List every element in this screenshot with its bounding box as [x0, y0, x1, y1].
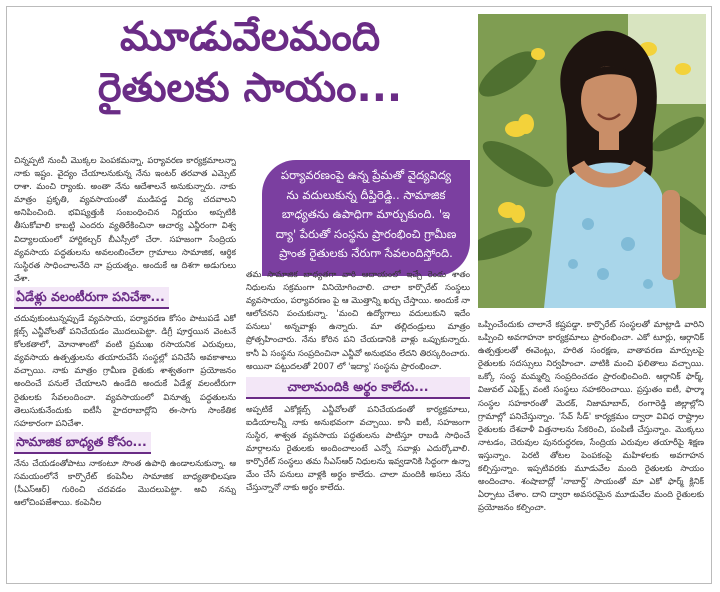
headline-line-1: మూడువేలమంది	[119, 14, 381, 60]
volunteer-paragraph: చదువుకుంటున్నప్పుడే వ్యవసాయ, పర్యావరణ కోసం పాటుపడే ఎకో క్లబ్స్ ఎన్జీవోలతో పనిచేయడం మొదలుపెట్టా. డిగ్రీ పూర్తయిన వెంటనే కోలకతాలో, మోనాశాంటో వంటి ప్రముఖ రసాయనిక ఎరువులు, వ్యవసాయ ఉత్పత్తులను తయారుచేసే సంస్థల్లో పనిచేసే అవకాశాలు వచ్చాయి. నాకు మాత్రం గ్రామీణ రైతుకు శాశ్వతంగా ప్రయోజనం అందించే పనులే చేయాలని ఉండేది అందుకే ఏడేళ్ల వలంటీరుగా రైతులకు సేవలందించా. వ్యవసాయంలో వినూత్న పద్ధతులను తెలుసుకునేందుకు ఐటీసీ హైదరాబాద్లోని ఈ-సాగు సాంకేతిక సహకారంగా పనిచేశా.	[14, 312, 236, 428]
woman-portrait-photo	[478, 14, 706, 308]
article-column-3	[478, 318, 704, 578]
column-2-paragraph-1: తమ సామాజిక బాధ్యతగా వారి ఆదాయంలో ఇచ్చే రెండు శాతం నిధులను సక్రమంగా వినియోగించాలి. చాలా కార్పొరేట్ సంస్థలు వ్యవసాయం, పర్యావరణం పై ఆ మొత్తాన్ని ఖర్చు చేస్తాయి. అందుకే నా ఆలోచనని పంచుకున్నా. 'మంచి ఉద్యోగాలు వదులుకుని ఇదేం పనులు' అన్నవాళ్లు ఉన్నారు. మా తల్లిదండ్రులు మాత్రం ప్రోత్సహించారు. నేను కోరిన పని చేయడానికి వాళ్లు ఒప్పుకున్నారు. కానీ ఏ సంస్థను సంప్రదించినా ఎన్జీవో అనుభవం లేదని తిరస్కరించారు. అయినా పట్టుదలతో 2007 లో 'ఇద్యా' సంస్థను ప్రారంభించా.	[246, 269, 470, 371]
headline	[40, 14, 460, 112]
subheading-volunteer: ఏడేళ్లు వలంటీరుగా పనిచేశా...	[14, 287, 169, 309]
column-2-paragraph-2: అప్పటికే ఎకోక్లబ్స్ ఎన్జీవోలతో పనిచేయడంతో కార్యక్రమాలు, ఐడియాలన్నీ నాకు అనుభవంగా వచ్చాయి. కానీ ఐటీ, సహజంగా సుస్థిర, శాశ్వత వ్యవసాయ పద్ధతులను పాటిస్తూ రాబడి సాధించే మార్గాలను రైతులకు అందించాలంటే ఎన్నో సవాళ్లు ఎదుర్కోవాలి. కార్పొరేట్ సంస్థలు తమ సీఎస్ఆర్ నిధులను ఇవ్వడానికి సిద్ధంగా ఉన్నా మేం చేసే పనులు వాళ్లకి అర్థం కాలేదు. చాలా మందికి అసలు నేను చేస్తున్నానో నాకు అర్థం కాలేదు.	[246, 403, 470, 493]
intro-paragraph: చిన్నప్పటి నుంచీ మొక్కల పెంపకమన్నా, పర్యావరణ కార్యక్రమాలన్నా నాకు ఇష్టం. వైద్యం చేయాలనుకున్న నేను ఇంటర్ తరవాత ఎమ్సెట్ రాశా. మంచి ర్యాంకు. అంతా నేను ఆదేశాలనే అనుకున్నారు. నాకు మాత్రం ప్రకృతి, వ్యవసాయంతో ముడిపడ్డ విద్య చదవాలని అనిపించింది. భవిష్యత్తుకి సంబంధించిన నిర్ణయం అప్పటికి తీసుకోవాలి కాబట్టి ఎందరు వ్యతిరేకించినా ఆచార్య ఎన్జీరంగా విశ్వ విద్యాలయంలో హార్టికల్చర్ బీఎస్సీలో చేరా. సహజంగా సేంద్రియ వ్యవసాయ పద్ధతులను అవలంబించేలా గ్రామాలు సామాజిక, ఆర్థిక సుస్థిరత సాధించాలనేది నా ప్రయత్నం. అందుకే ఆ దిశగా అడుగులు వేశా.	[14, 155, 236, 283]
subheading-social-responsibility: సామాజిక బాధ్యత కోసం...	[14, 432, 151, 454]
portrait-illustration	[478, 14, 706, 308]
article-column-1	[14, 154, 236, 578]
column-3-paragraph: ఒప్పించేందుకు చాలానే కష్టపడ్డా. కార్పొరేట్ సంస్థలతో మాట్లాడి వారిని ఒప్పించి అవగాహనా కార్యక్రమాలు ప్రారంభించా. ఎకో టూర్లు, ఆర్గానిక్ ఉత్పత్తులతో ఈవెంట్లు, హరిత సంరక్షణ, వాతావరణ మార్పులపై రైతులకు సదస్సులు నిర్వహించా. వాటికి మంచి ఫలితాలు వచ్చాయి. ఒక్కో సంస్థ మమ్మల్ని సంప్రదించడం ప్రారంభించింది. ఆర్గానిక్ ఫార్మ్, విజువల్ ఎఫెక్ట్స్ వంటి సంస్థలు సహకరించాయి. ప్రస్తుతం ఐటీ, ఫార్మా సంస్థల సహకారంతో మెదక్, నిజామాబాద్, రంగారెడ్డి జిల్లాల్లోని గ్రామాల్లో పనిచేస్తున్నాం. 'సేవ్ సీడ్' కార్యక్రమం ద్వారా వివిధ రాష్ట్రాల రైతులకు దేశవాళీ విత్తనాలను సేకరించి, పంపిణీ చేస్తున్నాం. మొక్కలు నాటడం, చెరువుల పునరుద్ధరణ, సేంద్రియ ఎరువుల తయారీపై శిక్షణ ఇస్తున్నాం. పెరటి తోటల పెంపకంపై మహిళలకు అవగాహన కల్పిస్తున్నాం. ఇప్పటివరకు మూడువేల మంది రైతులకు సాయం అందించాం. శంషాబాద్లో 'నాబార్డ్' సాయంతో మా ఎకో ఫార్మ్ క్లినిక్ ఏర్పాటు చేశాం. దాని ద్వారా అవసరమైన మూడువేల మంది రైతులకు ప్రయోజనం కల్పించా.	[478, 319, 704, 513]
social-responsibility-paragraph: నేను చేయడంతోపాటు నాకంటూ సొంత ఉపాధి ఉండాలనుకున్నా. ఆ సమయంలోనే కార్పొరేట్ కంపెనీల సామాజిక బాధ్యతాభిలషణ (సీఎస్ఆర్) గురించి చదవడం మొదలుపెట్టా. అవి నన్ను ఆలోచింపజేశాయి. కంపెనీల	[14, 457, 236, 508]
highlight-callout	[262, 160, 470, 276]
callout-text: పర్యావరణంపై ఉన్న ప్రేమతో వైద్యవిద్య ను వదులుకున్న దీప్తిరెడ్డి.. సామాజిక బాధ్యతను ఉపాధిగా మార్చుకుంది. 'ఇ ద్యా' పేరుతో సంస్థను ప్రారంభించి గ్రామీణ ప్రాంత రైతులకు నేరుగా సేవలందిస్తోంది.	[275, 168, 457, 260]
subheading-not-understood: చాలామందికి అర్థం కాలేదు...	[246, 377, 470, 399]
article-column-2	[246, 268, 470, 578]
headline-line-2: రైతులకు సాయం...	[97, 65, 403, 112]
